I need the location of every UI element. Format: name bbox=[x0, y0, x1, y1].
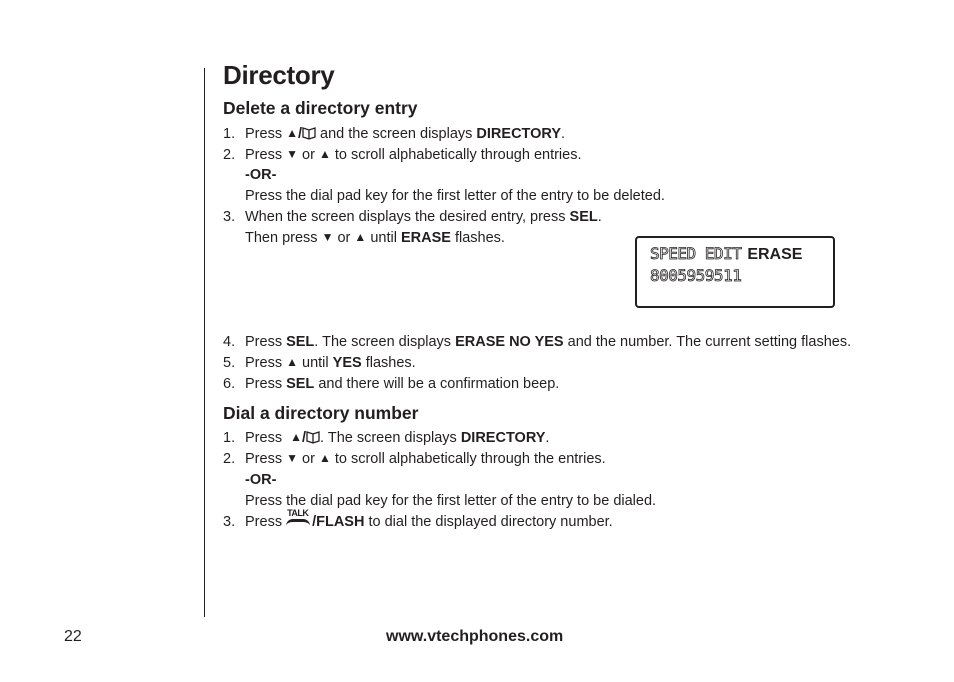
up-arrow-icon: ▲ bbox=[286, 126, 298, 140]
dial-step-3: Press TALK /FLASH to dial the displayed directory number. bbox=[245, 508, 613, 530]
delete-step-6: Press SEL and there will be a confirmation beep. bbox=[245, 376, 560, 392]
talk-handset-icon: TALK bbox=[286, 514, 312, 528]
delete-alt-text: Press the dial pad key for the first letter of the entry to be deleted. bbox=[245, 188, 665, 204]
up-arrow-icon: ▲ bbox=[290, 430, 303, 444]
or-label: -OR- bbox=[245, 167, 277, 183]
page-number: 22 bbox=[64, 628, 82, 645]
step-number: 6. bbox=[223, 376, 236, 392]
step-number: 1. bbox=[223, 126, 236, 142]
delete-step-3b: Then press ▼ or ▲ until ERASE flashes. bbox=[245, 230, 505, 246]
step-number: 2. bbox=[223, 451, 236, 467]
lcd-screen bbox=[635, 236, 835, 308]
lcd-row-2: 8005959511 bbox=[650, 266, 742, 285]
dial-step-1: Press ▲/ . The screen displays DIRECTORY. bbox=[245, 430, 550, 446]
dial-section-heading: Dial a directory number bbox=[223, 403, 419, 423]
down-arrow-icon: ▼ bbox=[286, 147, 298, 161]
down-arrow-icon: ▼ bbox=[286, 451, 298, 465]
step-number: 3. bbox=[223, 209, 236, 225]
step-number: 1. bbox=[223, 430, 236, 446]
step-number: 3. bbox=[223, 514, 236, 530]
up-arrow-icon: ▲ bbox=[318, 451, 331, 465]
dial-alt-text: Press the dial pad key for the first letter of the entry to be dialed. bbox=[245, 493, 657, 509]
directory-book-icon bbox=[302, 126, 316, 140]
delete-step-2: Press ▼ or ▲ to scroll alphabetically through entries. bbox=[245, 147, 582, 163]
delete-step-3: When the screen displays the desired entry, press SEL. bbox=[245, 209, 602, 225]
delete-section-heading: Delete a directory entry bbox=[223, 98, 418, 118]
delete-step-1: Press ▲/ and the screen displays DIRECTORY. bbox=[245, 126, 566, 142]
step-number: 5. bbox=[223, 355, 236, 371]
page-title: Directory bbox=[223, 60, 335, 90]
lcd-erase-option: ERASE bbox=[747, 246, 803, 263]
footer-website: www.vtechphones.com bbox=[386, 628, 564, 645]
step-number: 2. bbox=[223, 147, 236, 163]
delete-step-5: Press ▲ until YES flashes. bbox=[245, 355, 416, 371]
up-arrow-icon: ▲ bbox=[286, 355, 298, 369]
up-arrow-icon: ▲ bbox=[354, 230, 367, 244]
delete-step-4: Press SEL. The screen displays ERASE NO YES and the number. The current setting flashes. bbox=[245, 334, 852, 350]
down-arrow-icon: ▼ bbox=[321, 230, 334, 244]
step-number: 4. bbox=[223, 334, 236, 350]
dial-step-2: Press ▼ or ▲ to scroll alphabetically through the entries. bbox=[245, 451, 606, 467]
or-label: -OR- bbox=[245, 472, 277, 488]
lcd-row-1: SPEED EDIT ERASE bbox=[650, 244, 803, 263]
directory-book-icon bbox=[306, 430, 320, 444]
margin-rule bbox=[204, 68, 205, 617]
up-arrow-icon: ▲ bbox=[318, 147, 331, 161]
